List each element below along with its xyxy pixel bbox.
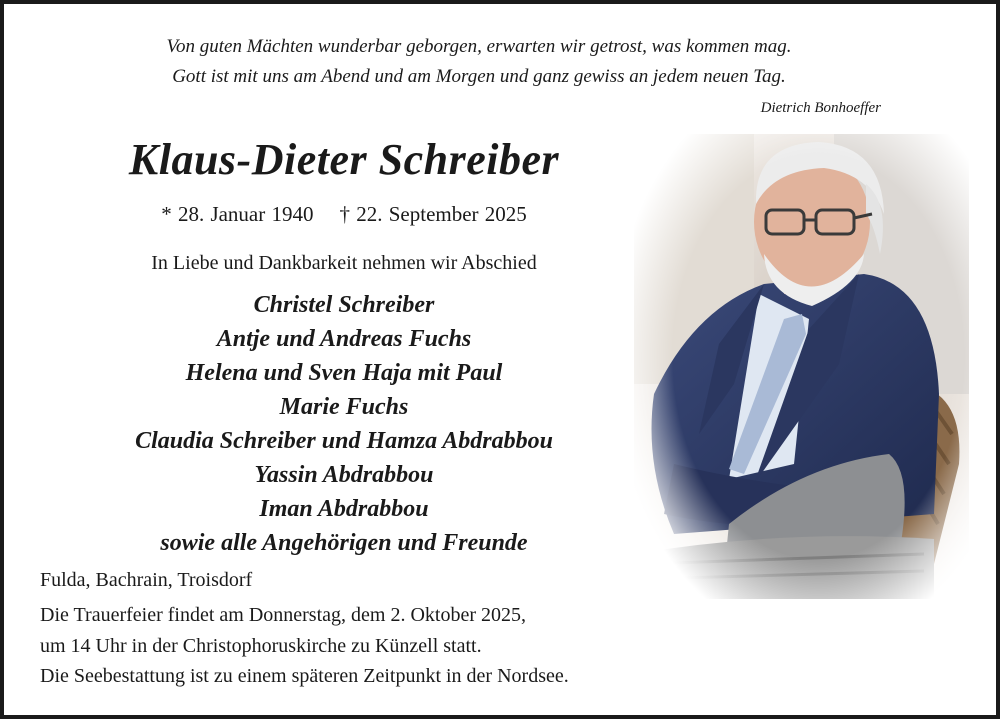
mourner-item: Antje und Andreas Fuchs bbox=[216, 326, 472, 352]
service-line-2: um 14 Uhr in der Christophoruskirche zu Künzell statt. bbox=[40, 635, 482, 657]
portrait-illustration bbox=[634, 134, 969, 599]
service-line-3: Die Seebestattung ist zu einem späteren Zeitpunkt in der Nordsee. bbox=[40, 665, 569, 687]
quote-line-2: Gott ist mit uns am Abend und am Morgen und ganz gewiss an jedem neuen Tag. bbox=[172, 66, 786, 87]
birth-date: * 28. Januar 1940 bbox=[161, 202, 314, 226]
service-line-1: Die Trauerfeier findet am Donnerstag, dem 2. Oktober 2025, bbox=[40, 604, 526, 626]
quote-author: Dietrich Bonhoeffer bbox=[760, 100, 881, 116]
quote-line-1: Von guten Mächten wunderbar geborgen, erwarten wir getrost, was kommen mag. bbox=[166, 36, 792, 57]
place-names: Fulda, Bachrain, Troisdorf bbox=[40, 569, 253, 591]
mourners-list bbox=[44, 288, 644, 560]
farewell-intro: In Liebe und Dankbarkeit nehmen wir Abschied bbox=[151, 252, 537, 274]
mourner-item: Yassin Abdrabbou bbox=[254, 462, 434, 488]
mourner-item: Claudia Schreiber und Hamza Abdrabbou bbox=[135, 428, 553, 454]
mourner-item: sowie alle Angehörigen und Freunde bbox=[160, 530, 528, 556]
deceased-name: Klaus-Dieter Schreiber bbox=[128, 135, 560, 184]
portrait-photo bbox=[634, 134, 969, 599]
mourner-item: Iman Abdrabbou bbox=[259, 496, 429, 522]
mourner-item: Helena und Sven Haja mit Paul bbox=[185, 360, 503, 386]
death-date: † 22. September 2025 bbox=[339, 202, 527, 226]
mourner-item: Marie Fuchs bbox=[279, 394, 409, 420]
mourner-item: Christel Schreiber bbox=[253, 292, 435, 318]
life-dates bbox=[44, 202, 644, 227]
